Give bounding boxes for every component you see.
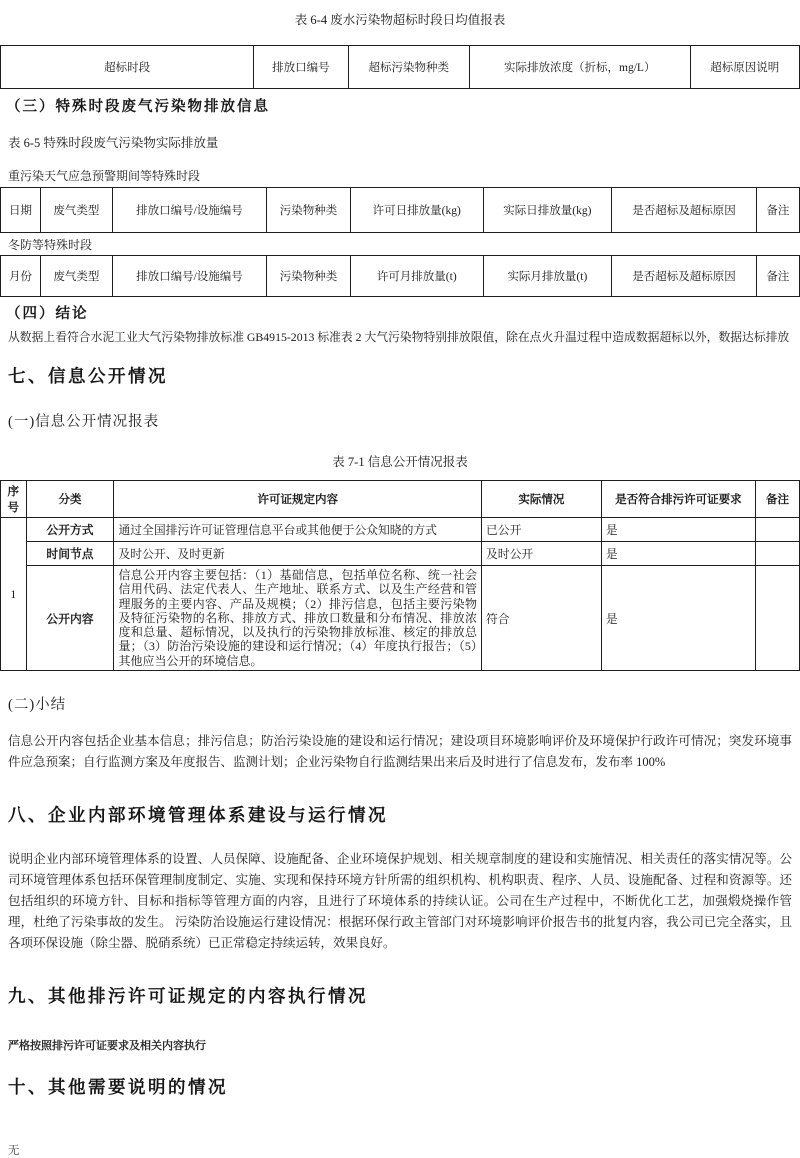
- header-actual-monthly: 实际月排放量(t): [483, 256, 612, 297]
- heavy-pollution-table: [0, 187, 800, 233]
- compliant-cell: 是: [601, 518, 755, 542]
- header-compliance: 是否符合排污许可证要求: [601, 481, 755, 518]
- header-serial-no: 序号: [1, 481, 27, 518]
- header-category: 分类: [26, 481, 114, 518]
- section-8-heading: 八、企业内部环境管理体系建设与运行情况: [8, 805, 388, 826]
- remark-cell: [756, 542, 800, 566]
- required-content-cell: 通过全国排污许可证管理信息平台或其他便于公众知晓的方式: [114, 518, 482, 542]
- section-3-heading: （三）特殊时段废气污染物排放信息: [6, 99, 270, 115]
- header-exceed-reason: 超标原因说明: [690, 46, 799, 89]
- header-pollutant: 污染物种类: [267, 256, 351, 297]
- header-exceed-and-reason: 是否超标及超标原因: [612, 188, 757, 233]
- section-7-2-body: 信息公开内容包括企业基本信息；排污信息；防治污染设施的建设和运行情况；建设项目环境影响评价及环境保护行政许可情况；突发环境事件应急预案；自行监测方案及年度报告、监测计划；企业污染物自行监测结果出来后及时进行了信息发布，发布率 100%: [8, 734, 792, 770]
- header-remark: 备注: [756, 188, 799, 233]
- section-9-body: 严格按照排污许可证要求及相关内容执行: [8, 1040, 206, 1053]
- remark-cell: [756, 518, 800, 542]
- heavy-pollution-period-label: 重污染天气应急预警期间等特殊时段: [8, 169, 201, 183]
- category-cell: 时间节点: [26, 542, 114, 566]
- remark-cell: [756, 566, 800, 671]
- header-outlet-facility-no: 排放口编号/设施编号: [112, 188, 266, 233]
- table-6-4: [0, 45, 800, 89]
- report-page: [0, 10, 800, 1158]
- winter-table-header-row: [1, 256, 800, 297]
- header-pollutant: 污染物种类: [267, 188, 351, 233]
- section-10-heading: 十、其他需要说明的情况: [8, 1077, 228, 1098]
- section-4-heading: （四）结论: [6, 306, 89, 322]
- table-row: [1, 518, 800, 542]
- table-6-5-caption: 表 6-5 特殊时段废气污染物实际排放量: [8, 136, 219, 150]
- header-permit-required-content: 许可证规定内容: [114, 481, 482, 518]
- header-gas-type: 废气类型: [40, 256, 112, 297]
- heavy-table-header-row: [1, 188, 800, 233]
- header-actual-situation: 实际情况: [481, 481, 601, 518]
- category-cell: 公开内容: [26, 566, 114, 671]
- section-10-body: 无: [8, 1145, 20, 1158]
- compliant-cell: 是: [601, 542, 755, 566]
- header-actual-concentration: 实际排放浓度（折标，mg/L）: [470, 46, 691, 89]
- header-remark: 备注: [756, 256, 799, 297]
- winter-table: [0, 255, 800, 297]
- header-actual-daily: 实际日排放量(kg): [483, 188, 612, 233]
- section-4-conclusion: 从数据上看符合水泥工业大气污染物排放标准 GB4915-2013 标准表 2 大气污染物特别排放限值，除在点火升温过程中造成数据超标以外，数据达标排放: [8, 330, 790, 344]
- table-7-1: [0, 480, 800, 671]
- table-6-4-header-row: [1, 46, 800, 89]
- actual-cell: 符合: [481, 566, 601, 671]
- header-permitted-daily: 许可日排放量(kg): [350, 188, 483, 233]
- serial-no-cell: 1: [1, 518, 27, 671]
- header-permitted-monthly: 许可月排放量(t): [350, 256, 483, 297]
- table-6-4-caption: 表 6-4 废水污染物超标时段日均值报表: [294, 13, 506, 27]
- winter-period-label: 冬防等特殊时段: [8, 238, 93, 252]
- required-content-cell: 信息公开内容主要包括：（1）基础信息，包括单位名称、统一社会信用代码、法定代表人、生产地址、联系方式、以及生产经营和管理服务的主要内容、产品及规模；（2）排污信息，包括主要污染物及特征污染物的名称、排放方式、排放口数量和分布情况、排放浓度和总量、超标情况，以及执行的污染物排放标准、核定的排放总量；（3）防治污染设施的建设和运行情况；（4）年度执行报告；（5）其他应当公开的环境信息。: [114, 566, 482, 671]
- header-exceed-and-reason: 是否超标及超标原因: [612, 256, 757, 297]
- section-8-body: 说明企业内部环境管理体系的设置、人员保障、设施配备、企业环境保护规划、相关规章制度的建设和实施情况、相关责任的落实情况等。公司环境管理体系包括环保管理制度制定、实施、实现和保持环境方针所需的组织机构、机构职责、程序、人员、设施配备、过程和资源等。还包括组织的环境方针、目标和指标等管理方面的内容，且进行了环境体系的持续认证。公司在生产过程中，不断优化工艺，加强煅烧操作管理，杜绝了污染事故的发生。 污染防治设施运行建设情况：根据环保行政主管部门对环境影响评价报告书的批复内容，我公司已完全落实，且各项环保设施（除尘器、脱硝系统）已正常稳定持续运转，效果良好。: [8, 852, 792, 951]
- table-row: [1, 542, 800, 566]
- actual-cell: 已公开: [481, 518, 601, 542]
- compliant-cell: 是: [601, 566, 755, 671]
- required-content-cell: 及时公开、及时更新: [114, 542, 482, 566]
- header-outlet-facility-no: 排放口编号/设施编号: [112, 256, 266, 297]
- header-exceed-period: 超标时段: [1, 46, 254, 89]
- table-row: [1, 566, 800, 671]
- header-gas-type: 废气类型: [40, 188, 112, 233]
- table-7-1-caption: 表 7-1 信息公开情况报表: [332, 455, 468, 469]
- category-cell: 公开方式: [26, 518, 114, 542]
- section-9-heading: 九、其他排污许可证规定的内容执行情况: [8, 986, 368, 1007]
- section-7-2-heading: (二)小结: [8, 697, 67, 714]
- actual-cell: 及时公开: [481, 542, 601, 566]
- header-pollutant-type: 超标污染物种类: [348, 46, 469, 89]
- header-month: 月份: [1, 256, 41, 297]
- section-7-1-heading: (一)信息公开情况报表: [8, 414, 160, 430]
- header-outlet-no: 排放口编号: [254, 46, 348, 89]
- header-date: 日期: [1, 188, 41, 233]
- table-7-1-header-row: [1, 481, 800, 518]
- header-remark: 备注: [756, 481, 800, 518]
- section-7-heading: 七、信息公开情况: [8, 366, 168, 386]
